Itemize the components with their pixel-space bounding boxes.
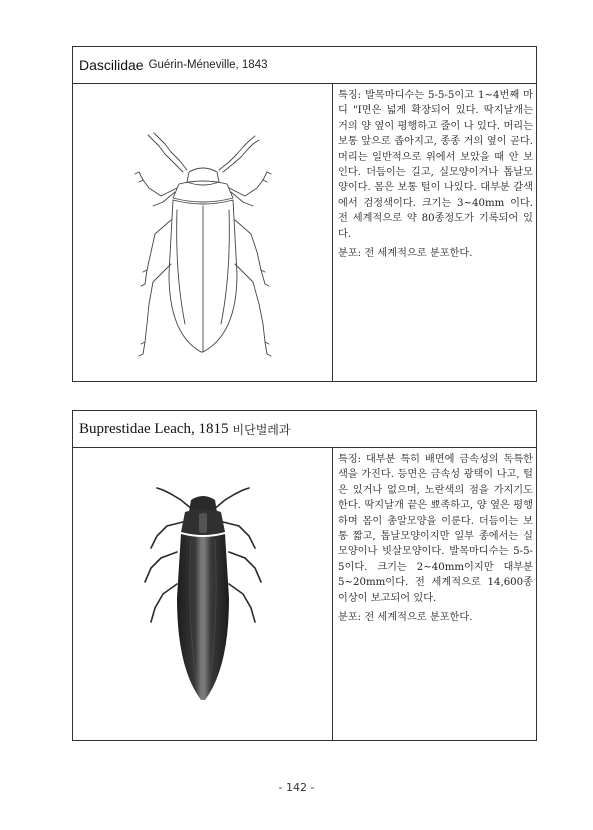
specimen-image-cell bbox=[73, 448, 333, 740]
family-author: Guérin-Méneville, 1843 bbox=[148, 59, 268, 71]
taxon-card-dascilidae bbox=[72, 46, 537, 382]
page-number: - 142 - bbox=[278, 781, 315, 794]
description-text: 특징: 발목마디수는 5-5-5이고 1~4번째 마디 "I면은 넓게 확장되어 있다. 딱지날개는 거의 양 옆이 평행하고 줄이 나 있다. 머리는 보통 앞으로 좁아지고, 종종 거의 옆이 곧다. 머리는 일반적으로 위에서 보았을 때 안 보인다. 더듬이는 길고, 실모양이거나 톱날모양이다. 몸은 보통 털이 나있다. 대부분 갈색에서 검정색이다. 크기는 3~40mm 이다. 전 세계적으로 약 80종정도가 기록되어 있다. bbox=[338, 90, 533, 240]
jewel-beetle-photo-icon bbox=[73, 448, 332, 740]
family-korean-name: 비단벌레과 bbox=[232, 422, 291, 437]
family-name: Buprestidae Leach, 1815 bbox=[79, 420, 229, 437]
description-cell bbox=[333, 448, 536, 740]
card-header bbox=[73, 411, 536, 448]
distribution-text: 분포: 전 세계적으로 분포한다. bbox=[338, 248, 473, 260]
distribution-text: 분포: 전 세계적으로 분포한다. bbox=[338, 612, 473, 624]
taxon-card-buprestidae bbox=[72, 410, 537, 741]
card-body bbox=[73, 448, 536, 740]
card-body bbox=[73, 84, 536, 381]
specimen-image-cell bbox=[73, 84, 333, 381]
card-header bbox=[73, 47, 536, 84]
beetle-line-drawing-icon bbox=[73, 84, 332, 381]
description-text: 특징: 대부분 특히 배면에 금속성의 독특한 색을 가진다. 등면은 금속성 광택이 나고, 털은 있거나 없으며, 노란색의 점을 가지기도 한다. 딱지날개 끝은 뾰족하고, 양 옆은 평행하며 몸이 총알모양을 이룬다. 더듬이는 보통 짧고, 톱날모양이지만 일부 종에서는 실모양이나 빗살모양이다. 발목마디수는 5-5-5이다. 크기는 2~40mm이지만 대부분 5~20mm이다. 전 세계적으로 14,600종 이상이 보고되어 있다. bbox=[338, 454, 533, 604]
description-cell bbox=[333, 84, 536, 381]
family-name: Dascilidae bbox=[79, 57, 144, 73]
